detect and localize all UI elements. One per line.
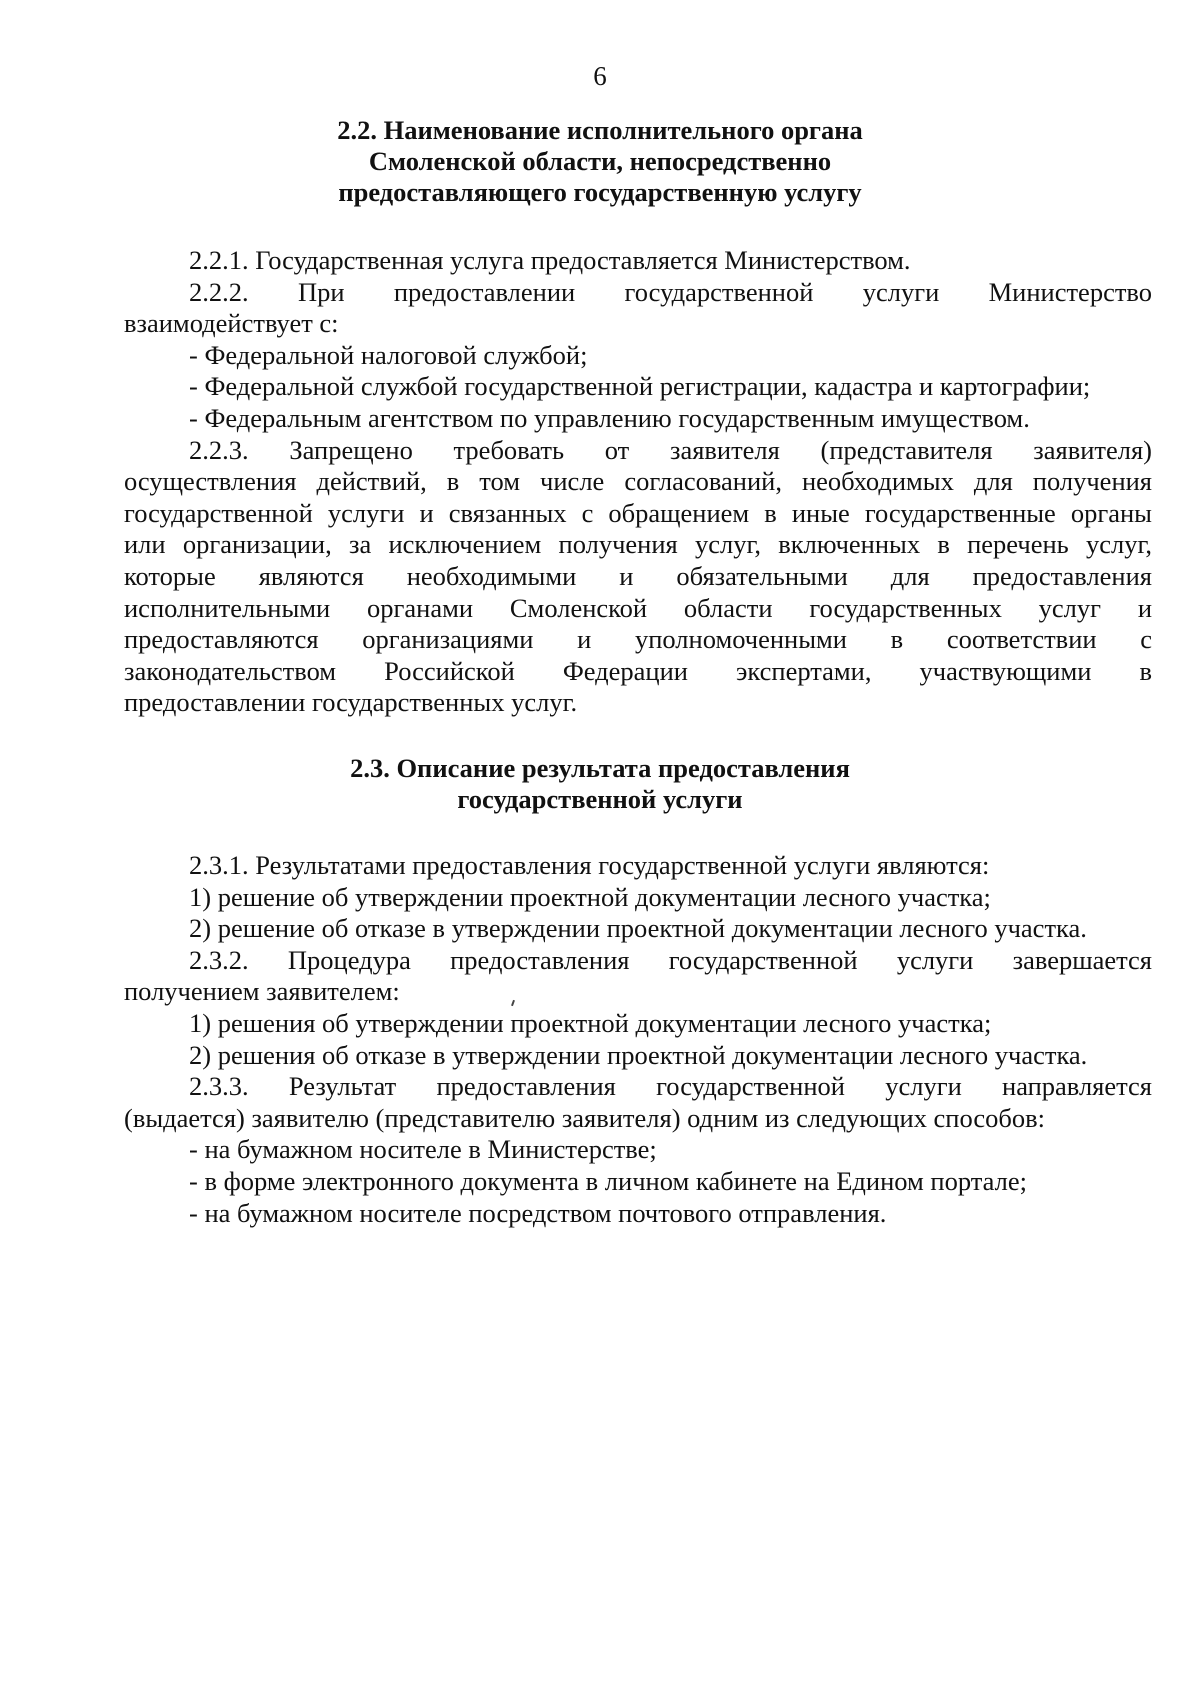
paragraph-2-2-2: [124, 277, 1152, 340]
paragraph-line: законодательством Российской Федерации экспертами, участвующими в: [124, 655, 1152, 686]
heading-line: государственной услуги: [457, 784, 743, 814]
list-item: - Федеральной налоговой службой;: [189, 339, 588, 370]
list-item: - на бумажном носителе посредством почтового отправления.: [189, 1197, 887, 1228]
paragraph-line: осуществления действий, в том числе согласований, необходимых для получения: [124, 466, 1152, 497]
section-2-2-body: [124, 245, 1152, 719]
paragraph-2-3-1: 2.3.1. Результатами предоставления государственной услуги являются:: [189, 850, 990, 880]
paragraph-line: государственной услуги и связанных с обращением в иные государственные органы: [124, 497, 1152, 528]
paragraph-line: предоставляются организациями и уполномоченными в соответствии с: [124, 624, 1152, 655]
heading-line: 2.3. Описание результата предоставления: [350, 753, 850, 783]
list-item: - в форме электронного документа в личном кабинете на Едином портале;: [189, 1165, 1027, 1196]
paragraph-2-2-1: 2.2.1. Государственная услуга предоставляется Министерством.: [189, 245, 911, 275]
paragraph-line: или организации, за исключением получения услуг, включенных в перечень услуг,: [124, 529, 1152, 560]
section-2-3-body: [124, 850, 1152, 1229]
paragraph-line: 2.3.2. Процедура предоставления государственной услуги завершается: [189, 944, 1152, 975]
paragraph-line: получением заявителем:: [124, 976, 400, 1007]
paragraph-line: 2.2.3. Запрещено требовать от заявителя (представителя заявителя): [189, 434, 1152, 465]
list-item: 2) решения об отказе в утверждении проектной документации лесного участка.: [189, 1039, 1088, 1070]
paragraph-line: взаимодействует с:: [124, 308, 339, 339]
paragraph-line: которые являются необходимыми и обязательными для предоставления: [124, 560, 1152, 591]
list-item: - Федеральной службой государственной регистрации, кадастра и картографии;: [189, 371, 1091, 402]
paragraph-line: (выдается) заявителю (представителю заявителя) одним из следующих способов:: [124, 1102, 1046, 1133]
page-number: 6: [593, 61, 607, 91]
heading-line: 2.2. Наименование исполнительного органа: [337, 115, 863, 145]
list-item: - Федеральным агентством по управлению государственным имуществом.: [189, 402, 1030, 433]
paragraph-line: исполнительными органами Смоленской области государственных услуг и: [124, 592, 1152, 623]
list-item: 1) решения об утверждении проектной документации лесного участка;: [189, 1007, 992, 1038]
paragraph-2-3-3: [124, 1071, 1152, 1134]
list-item: 2) решение об отказе в утверждении проектной документации лесного участка.: [189, 913, 1087, 944]
section-2-3-heading: [0, 753, 1200, 815]
paragraph-line: предоставлении государственных услуг.: [124, 687, 578, 718]
paragraph-2-3-2: [124, 945, 1152, 1008]
paragraph-2-2-3: [124, 435, 1152, 719]
heading-line: предоставляющего государственную услугу: [338, 177, 862, 207]
heading-line: Смоленской области, непосредственно: [368, 146, 832, 176]
list-item: 1) решение об утверждении проектной документации лесного участка;: [189, 881, 991, 912]
paragraph-line: 2.3.3. Результат предоставления государственной услуги направляется: [189, 1071, 1152, 1102]
section-2-2-heading: [0, 115, 1200, 208]
paragraph-line: 2.2.2. При предоставлении государственной услуги Министерство: [189, 276, 1152, 307]
list-item: - на бумажном носителе в Министерстве;: [189, 1134, 657, 1165]
